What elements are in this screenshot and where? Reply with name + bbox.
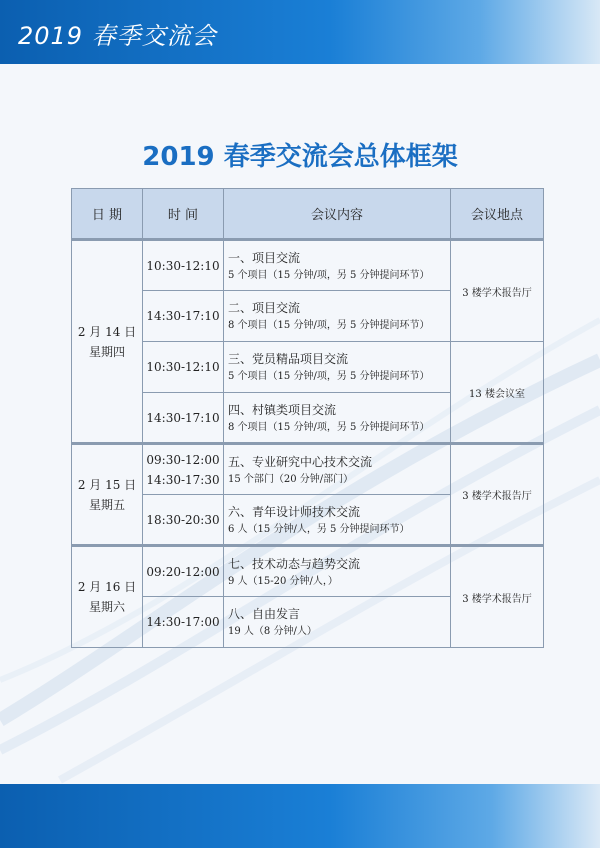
session-title: 六、青年设计师技术交流 [228, 504, 361, 519]
session-title: 四、村镇类项目交流 [228, 402, 337, 417]
session-detail: 8 个项目（15 分钟/项，另 5 分钟提问环节） [228, 320, 430, 331]
session-detail: 9 人（15-20 分钟/人，） [228, 575, 338, 587]
time-cell: 18:30-20:30 [143, 495, 224, 546]
header-location: 会议地点 [451, 189, 544, 240]
time-cell: 14:30-17:10 [143, 291, 224, 342]
header-content: 会议内容 [224, 189, 451, 240]
session-title: 八、自由发言 [228, 607, 301, 621]
weekday-text: 星期四 [88, 344, 125, 359]
location-cell: 13 楼会议室 [451, 342, 544, 444]
time-cell: 10:30-12:10 [143, 240, 224, 291]
header-date: 日 期 [72, 189, 143, 240]
header-band [0, 0, 600, 64]
page-title: 2019 春季交流会总体框架 [142, 142, 458, 172]
session-title: 五、专业研究中心技术交流 [228, 454, 373, 469]
session-detail: 5 个项目（15 分钟/项，另 5 分钟提问环节） [228, 371, 430, 382]
time-cell: 14:30-17:00 [143, 597, 224, 648]
table-row [72, 546, 544, 597]
session-title: 三、党员精品项目交流 [228, 352, 349, 366]
content-cell [224, 342, 451, 393]
content-cell [224, 393, 451, 444]
time-text: 14:30-17:30 [146, 472, 220, 487]
date-cell [72, 240, 143, 444]
session-title: 一、项目交流 [228, 250, 301, 265]
content-cell [224, 597, 451, 648]
session-detail: 5 个项目（15 分钟/项，另 5 分钟提问环节） [228, 269, 430, 281]
time-text: 09:30-12:00 [146, 452, 220, 467]
content-cell [224, 291, 451, 342]
time-cell [143, 444, 224, 495]
content-cell [224, 495, 451, 546]
session-detail: 6 人（15 分钟/人，另 5 分钟提问环节） [228, 523, 410, 535]
date-cell [72, 546, 143, 648]
header-time: 时 间 [143, 189, 224, 240]
session-detail: 8 个项目（15 分钟/项，另 5 分钟提问环节） [228, 421, 430, 433]
session-detail: 15 个部门（20 分钟/部门） [228, 473, 354, 485]
weekday-text: 星期六 [88, 600, 125, 614]
footer-band [0, 784, 600, 848]
location-cell: 3 楼学术报告厅 [451, 546, 544, 648]
header-title: 2019 春季交流会 [18, 22, 217, 50]
content-cell [224, 444, 451, 495]
table-header-row [72, 189, 544, 240]
location-cell: 3 楼学术报告厅 [451, 240, 544, 342]
table-row [72, 342, 544, 393]
date-cell [72, 444, 143, 546]
session-title: 二、项目交流 [228, 301, 301, 315]
time-cell: 10:30-12:10 [143, 342, 224, 393]
weekday-text: 星期五 [88, 497, 125, 512]
session-title: 七、技术动态与趋势交流 [228, 556, 361, 571]
content-cell [224, 546, 451, 597]
table-row [72, 444, 544, 495]
date-text: 2 月 15 日 [77, 477, 137, 492]
date-text: 2 月 16 日 [77, 580, 137, 594]
date-text: 2 月 14 日 [77, 324, 137, 339]
content-cell [224, 240, 451, 291]
time-cell: 09:20-12:00 [143, 546, 224, 597]
location-cell: 3 楼学术报告厅 [451, 444, 544, 546]
session-detail: 19 人（8 分钟/人） [228, 626, 317, 637]
schedule-table [71, 188, 544, 648]
table-row [72, 240, 544, 291]
time-cell: 14:30-17:10 [143, 393, 224, 444]
